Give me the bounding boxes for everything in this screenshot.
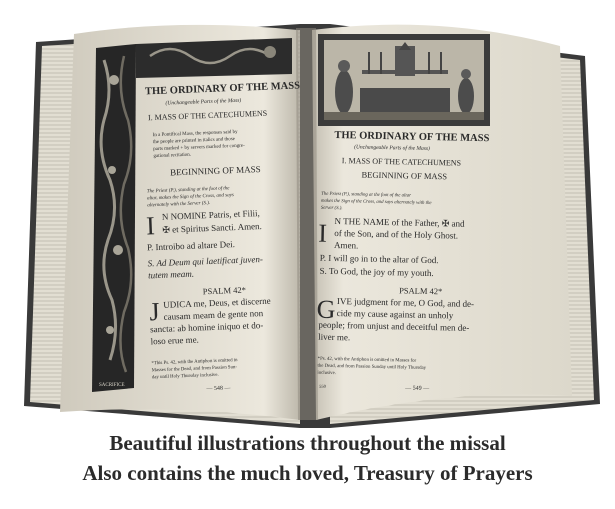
altar-illustration bbox=[318, 34, 490, 126]
left-rubric-3: parts marked + by servers marked for congre- bbox=[153, 143, 245, 153]
right-text-3: S. To God, the joy of my youth. bbox=[319, 265, 434, 279]
left-latin-4a: UDICA me, Deus, et discerne bbox=[163, 295, 271, 310]
left-latin-1a: N NOMINE Patris, et Filii, bbox=[161, 208, 260, 222]
left-section-title: BEGINNING OF MASS bbox=[169, 164, 261, 178]
left-latin-4c: sancta: ab homine iniquo et do- bbox=[149, 320, 264, 335]
left-latin-3a: S. Ad Deum qui laetificat juven- bbox=[147, 254, 264, 269]
right-footnote-3: inclusive. bbox=[317, 370, 336, 377]
left-part-title: I. MASS OF THE CATECHUMENS bbox=[147, 108, 268, 123]
right-corner-number: 550 bbox=[319, 383, 326, 389]
right-rubric-2: makes the Sign of the Cross, and says alternately with the bbox=[320, 198, 432, 207]
left-footnote-1: *This Ps. 42, with the Antiphon is omitted in bbox=[151, 358, 238, 367]
left-rubric-7: alternately with the Server (S.). bbox=[147, 200, 211, 209]
right-text-2: P. I will go in to the altar of God. bbox=[319, 252, 439, 266]
caption-line-2: Also contains the much loved, Treasury of Prayers bbox=[82, 461, 533, 485]
right-page-number: — 549 — bbox=[405, 385, 430, 393]
left-drop-cap-2: J bbox=[148, 297, 161, 327]
left-latin-2: P. Introibo ad altare Dei. bbox=[146, 239, 236, 253]
right-section-title: BEGINNING OF MASS bbox=[361, 169, 448, 182]
left-footnote-2: Masses for the Dead, and from Passion Sun- bbox=[151, 365, 238, 374]
right-rubric-1: The Priest (P.), standing at the foot of the altar bbox=[321, 191, 412, 199]
left-psalm: PSALM 42* bbox=[202, 284, 247, 297]
right-text-1a: N THE NAME of the Father, ✠ and bbox=[334, 215, 465, 229]
right-heading: THE ORDINARY OF THE MASS bbox=[334, 129, 490, 145]
left-heading: THE ORDINARY OF THE MASS bbox=[144, 80, 301, 98]
left-rubric-1: In a Pontifical Mass, the responses said by bbox=[152, 129, 238, 139]
right-text-1b: of the Son, and of the Holy Ghost. bbox=[334, 227, 459, 241]
left-latin-4b: causam meam de gente non bbox=[163, 308, 264, 322]
right-drop-cap-2: G bbox=[316, 294, 336, 325]
right-text-4d: liver me. bbox=[318, 331, 351, 343]
right-drop-cap-1: I bbox=[318, 218, 328, 248]
right-text-4a: IVE judgment for me, O God, and de- bbox=[336, 296, 475, 309]
left-page-number: — 548 — bbox=[206, 385, 231, 393]
left-latin-4d: loso erue me. bbox=[150, 334, 200, 347]
left-latin-1b: ✠ et Spiritus Sancti. Amen. bbox=[162, 221, 263, 235]
border-label: SACRIFICE bbox=[99, 383, 125, 388]
left-footnote-3: day until Holy Thursday inclusive. bbox=[151, 372, 219, 381]
left-decorative-border bbox=[92, 44, 136, 392]
left-rubric-4: gational recitation. bbox=[153, 152, 192, 160]
right-footnote-2: the Dead, and from Passion Sunday until Holy Thursday bbox=[317, 363, 427, 371]
left-rubric-2: the people are printed in italics and those bbox=[152, 136, 236, 146]
left-latin-3b: tutem meam. bbox=[147, 268, 195, 281]
left-drop-cap-1: I bbox=[145, 211, 156, 241]
right-text-4b: cide my cause against an unholy bbox=[336, 308, 454, 321]
left-subheading: (Unchangeable Parts of the Mass) bbox=[165, 97, 242, 107]
right-rubric-3: Server (S.). bbox=[320, 205, 343, 212]
right-text-1c: Amen. bbox=[333, 239, 359, 251]
left-rubric-6: altar, makes the Sign of the Cross, and says bbox=[147, 193, 234, 202]
left-rubric-5: The Priest (P.), standing at the foot of the bbox=[146, 186, 230, 195]
right-psalm: PSALM 42* bbox=[399, 285, 443, 297]
caption-line-1: Beautiful illustrations throughout the missal bbox=[109, 431, 506, 455]
right-text-4c: people; from unjust and deceitful men de- bbox=[318, 319, 470, 333]
right-part-title: I. MASS OF THE CATECHUMENS bbox=[341, 156, 462, 168]
right-subheading: (Unchangeable Parts of the Mass) bbox=[354, 144, 430, 152]
right-footnote-1: *Ps. 42, with the Antiphon is omitted in Masses for bbox=[317, 356, 417, 364]
left-header-ornament bbox=[136, 38, 292, 78]
